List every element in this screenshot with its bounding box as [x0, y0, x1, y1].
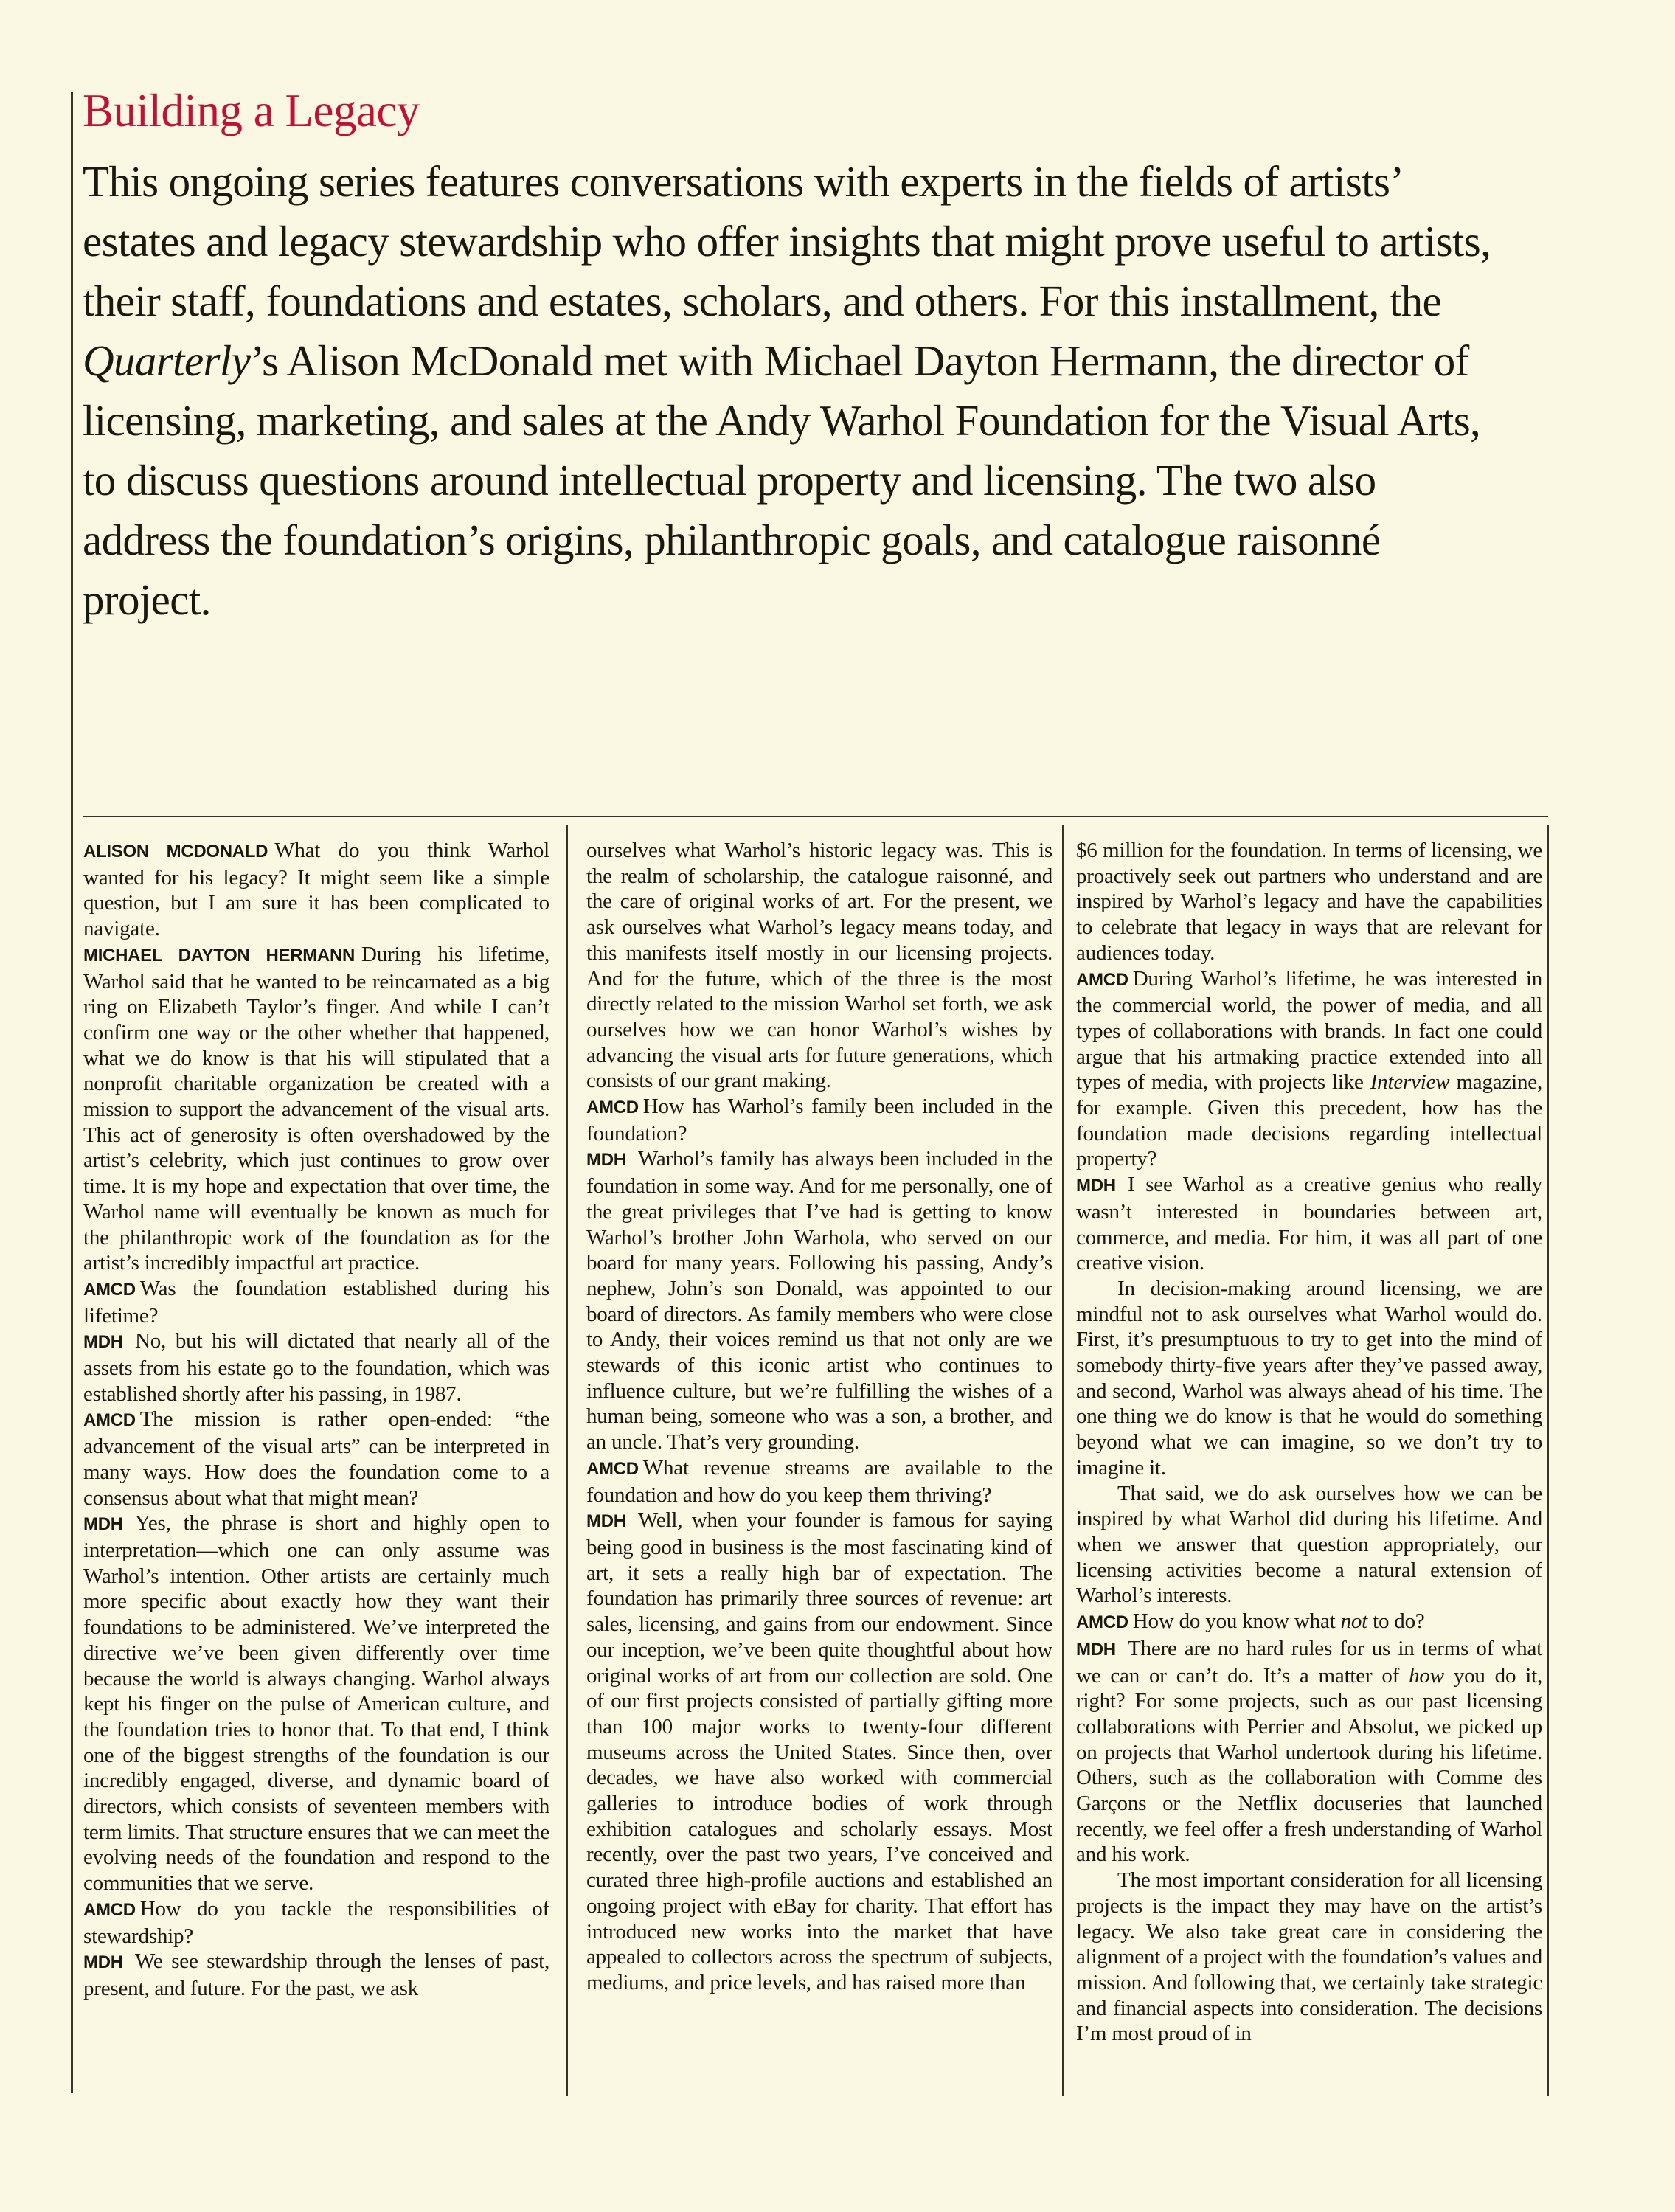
dialogue-block: [83, 1896, 549, 1949]
text-run: What revenue streams are available to the foundation and how do you keep them thriving?: [586, 1455, 1052, 1507]
text-run: No, but his will dictated that nearly all of the assets from his estate go to the foundation, which was established shortly after his passing, in 1987.: [83, 1329, 549, 1406]
column-divider-1: [566, 825, 568, 2096]
speaker-label: AMCD: [1076, 1612, 1128, 1633]
text-run: magazine, for example. Given this precedent, how has the foundation made decisions regarding intellectual property?: [1076, 1070, 1542, 1171]
text-run: I see Warhol as a creative genius who really wasn’t interested in boundaries between art, commerce, and media. For him, it was all part of one creative vision.: [1076, 1173, 1542, 1275]
paragraph-block: [1076, 1868, 1542, 2047]
dialogue-block: [83, 1949, 549, 2001]
dialogue-block: [586, 1094, 1052, 1146]
body-top-rule: [83, 816, 1548, 817]
speaker-label: MDH: [83, 1514, 123, 1535]
dialogue-block: [1076, 966, 1542, 1173]
dialogue-block: [1076, 1609, 1542, 1636]
text-run: During his lifetime, Warhol said that he wanted to be reincarnated as a big ring on Elizabeth Taylor’s finger. And while I can’t confirm one way or the other whether that happened, what we do know is that his will stipulated that a nonprofit charitable organization be created with a mission to support the advancement of the visual arts. This act of generosity is often overshadowed by the artist’s celebrity, which just continues to grow over time. It is my hope and expectation that over time, the Warhol name will eventually be known as much for the philanthropic work of the foundation as for the artist’s incredibly impactful art practice.: [83, 942, 549, 1275]
text-run: you do it, right? For some projects, such as our past licensing collaborations with Perrier and Absolut, we picked up on projects that Warhol undertook during his lifetime. Others, such as the collaboration with Comme des Garçons or the Netflix docuseries that launched recently, we feel offer a fresh understanding of Warhol and his work.: [1076, 1663, 1542, 1867]
dialogue-block: [1076, 1636, 1542, 1868]
paragraph-block: [1076, 838, 1542, 966]
right-margin-rule: [1547, 825, 1549, 2096]
italic-text-run: not: [1340, 1609, 1368, 1634]
text-column-2: [586, 838, 1052, 2096]
speaker-label: AMCD: [1076, 969, 1128, 990]
text-run: During Warhol’s lifetime, he was interested in the commercial world, the power of media, and all types of collaborations with brands. In fact one could argue that his artmaking practice extended into all types of media, with projects like: [1076, 966, 1542, 1095]
italic-text-run: Interview: [1370, 1070, 1450, 1095]
dialogue-block: [83, 1328, 549, 1407]
text-run: $6 million for the foundation. In terms of licensing, we proactively seek out partners who understand and are inspired by Warhol’s legacy and have the capabilities to celebrate that legacy in ways that are relevant for audiences today.: [1076, 839, 1542, 965]
dialogue-block: [83, 942, 549, 1276]
column-divider-2: [1062, 825, 1064, 2096]
dialogue-block: [586, 1455, 1052, 1508]
text-run: The mission is rather open-ended: “the advancement of the visual arts” can be interpreted in many ways. How does the foundation come to a consensus about what that might mean?: [83, 1407, 549, 1510]
paragraph-block: [586, 838, 1052, 1094]
speaker-label: MDH: [83, 1332, 123, 1353]
dialogue-block: [83, 1511, 549, 1896]
text-column-1: [83, 838, 549, 2096]
text-run: How do you tackle the responsibilities of stewardship?: [83, 1896, 549, 1948]
text-run: Was the foundation established during his lifetime?: [83, 1276, 549, 1328]
text-run: Yes, the phrase is short and highly open to interpretation—which one can only assume was Warhol’s intention. Other artists are certainly much more specific about exactly how they want their foundations to be administered. We’ve interpreted the directive we’ve been given differently over time because the world is always changing. Warhol always kept his finger on the pulse of American culture, and the foundation tries to honor that. To that end, I think one of the biggest strengths of the foundation is our incredibly engaged, diverse, and dynamic board of directors, which consists of seventeen members with term limits. That structure ensures that we can meet the evolving needs of the foundation and respond to the communities that we serve.: [83, 1511, 549, 1896]
speaker-label: ALISON MCDONALD: [83, 842, 268, 861]
text-run: What do you think Warhol wanted for his legacy? It might seem like a simple question, but I am sure it has been complicated to navigate.: [83, 839, 549, 941]
text-run: We see stewardship through the lenses of past, present, and future. For the past, we ask: [83, 1949, 549, 2000]
intro-paragraph: [83, 152, 1506, 630]
text-run: to do?: [1367, 1609, 1425, 1634]
text-run: The most important consideration for all licensing projects is the impact they may have on the artist’s legacy. We also take great care in considering the alignment of a project with the foundation’s values and mission. And following that, we certainly take strategic and financial aspects into consideration. The decisions I’m most proud of in: [1076, 1868, 1542, 2046]
page-title: Building a Legacy: [83, 85, 420, 136]
speaker-label: MICHAEL DAYTON HERMANN: [83, 945, 356, 965]
text-column-3: [1076, 838, 1542, 2096]
text-run: There are no hard rules for us in terms of what we can or can’t do. It’s a matter of: [1076, 1636, 1542, 1688]
speaker-label: AMCD: [83, 1279, 136, 1300]
italic-text-run: how: [1409, 1663, 1444, 1688]
text-run: How do you know what: [1132, 1609, 1341, 1634]
text-run: ’s Alison McDonald met with Michael Dayton Hermann, the director of licensing, marketing, and sales at the Andy Warhol Foundation for the Visual Arts, to discuss questions around intellectual property and licensing. The two also address the foundation’s origins, philanthropic goals, and catalogue raisonné project.: [83, 336, 1481, 624]
dialogue-block: [83, 1407, 549, 1511]
dialogue-block: [586, 1508, 1052, 1995]
text-run: Warhol’s family has always been included in the foundation in some way. And for me personally, one of the great privileges that I’ve had is getting to know Warhol’s brother John Warhola, who served on our board for many years. Following his passing, Andy’s nephew, John’s son Donald, was appointed to our board of directors. As family members who were close to Andy, their voices remind us that not only are we stewards of this iconic artist who continues to influence culture, but we’re fulfilling the wishes of a human being, someone who was a son, a brother, and an uncle. That’s very grounding.: [586, 1147, 1052, 1455]
speaker-label: AMCD: [586, 1098, 639, 1118]
text-run: Well, when your founder is famous for saying being good in business is the most fascinating kind of art, it sets a really high bar of expectation. The foundation has primarily three sources of revenue: art sales, licensing, and gains from our endowment. Since our inception, we’ve been quite thoughtful about how original works of art from our collection are sold. One of our first projects consisted of partially gifting more than 100 major works to twenty-four different museums across the United States. Since then, over decades, we have also worked with commercial galleries to introduce bodies of work through exhibition catalogues and scholarly essays. Most recently, over the past two years, I’ve conceived and curated three high-profile auctions and established an ongoing project with eBay for charity. That effort has introduced new works into the market that have appealed to collectors across the spectrum of subjects, mediums, and price levels, and has raised more than: [586, 1508, 1052, 1994]
speaker-label: MDH: [83, 1952, 123, 1973]
text-run: ourselves what Warhol’s historic legacy was. This is the realm of scholarship, the catalogue raisonné, and the care of original works of art. For the present, we ask ourselves what Warhol’s legacy means today, and this manifests itself mostly in our licensing projects. And for the future, which of the three is the most directly related to the mission Warhol set forth, we ask ourselves how we can honor Warhol’s wishes by advancing the visual arts for future generations, which consists of our grant making.: [586, 839, 1052, 1093]
dialogue-block: [83, 1276, 549, 1328]
speaker-label: AMCD: [586, 1458, 639, 1479]
left-margin-rule: [71, 92, 73, 2093]
text-run: In decision-making around licensing, we are mindful not to ask ourselves what Warhol would do. First, it’s presumptuous to try to get into the mind of somebody thirty-five years after they’ve passed away, and second, Warhol was always ahead of his time. The one thing we do know is that he would do something beyond what we can imagine, so we don’t try to imagine it.: [1076, 1276, 1542, 1480]
text-run: This ongoing series features conversations with experts in the fields of artists’ estates and legacy stewardship who offer insights that might prove useful to artists, their staff, foundations and estates, scholars, and others. For this installment, the: [83, 157, 1491, 325]
speaker-label: MDH: [586, 1150, 626, 1171]
speaker-label: MDH: [1076, 1176, 1116, 1196]
text-run: That said, we do ask ourselves how we can be inspired by what Warhol did during his lifetime. And when we answer that question appropriately, our licensing activities become a natural extension of Warhol’s interests.: [1076, 1481, 1542, 1608]
paragraph-block: [1076, 1276, 1542, 1481]
speaker-label: MDH: [586, 1511, 626, 1532]
dialogue-block: [83, 838, 549, 942]
dialogue-block: [586, 1146, 1052, 1455]
italic-text-run: Quarterly: [83, 336, 251, 385]
paragraph-block: [1076, 1481, 1542, 1609]
speaker-label: MDH: [1076, 1639, 1116, 1660]
speaker-label: AMCD: [83, 1899, 136, 1920]
text-run: How has Warhol’s family been included in the foundation?: [586, 1095, 1052, 1145]
dialogue-block: [1076, 1172, 1542, 1276]
speaker-label: AMCD: [83, 1410, 136, 1431]
